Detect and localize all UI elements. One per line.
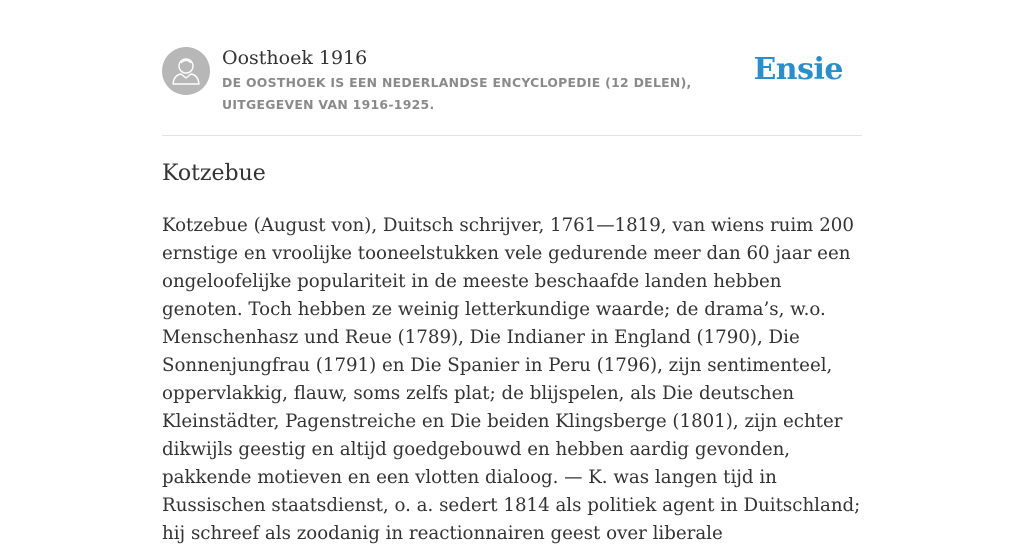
article-body: Kotzebue (August von), Duitsch schrijver, 1761—1819, van wiens ruim 200 ernstige en vroolijke tooneelstukken vele gedurende meer dan 60 jaar een ongeloofelijke populariteit in de meeste beschaafde landen hebben genoten. Toch hebben ze weinig letterkundige waarde; de drama’s, w.o. Menschenhasz und Reue (1789), Die Indianer in England (1790), Die Sonnenjungfrau (1791) en Die Spanier in Peru (1796), zijn sentimenteel, oppervlakkig, flauw, soms zelfs plat; de blijspelen, als Die deutschen Kleinstädter, Pagenstreiche en Die beiden Klingsberge (1801), zijn echter dikwijls geestig en altijd goedgebouwd en hebben aardig gevonden, pakkende motieven en een vlotten dialoog. — K. was langen tijd in Russischen staatsdienst, o. a. sedert 1814 als politiek agent in Duitschland; hij schreef als zoodanig in reactionnairen geest over liberale [162, 215, 861, 544]
source-header [162, 46, 862, 116]
source-name[interactable]: Oosthoek 1916 [222, 47, 368, 69]
ensie-logo-link[interactable]: Ensie [753, 52, 843, 87]
source-description: DE OOSTHOEK IS EEN NEDERLANDSE ENCYCLOPEDIE (12 DELEN), UITGEGEVEN VAN 1916-1925. [222, 75, 692, 112]
header-divider [162, 135, 862, 136]
user-avatar-icon[interactable] [162, 47, 210, 95]
article-title: Kotzebue [162, 161, 266, 186]
